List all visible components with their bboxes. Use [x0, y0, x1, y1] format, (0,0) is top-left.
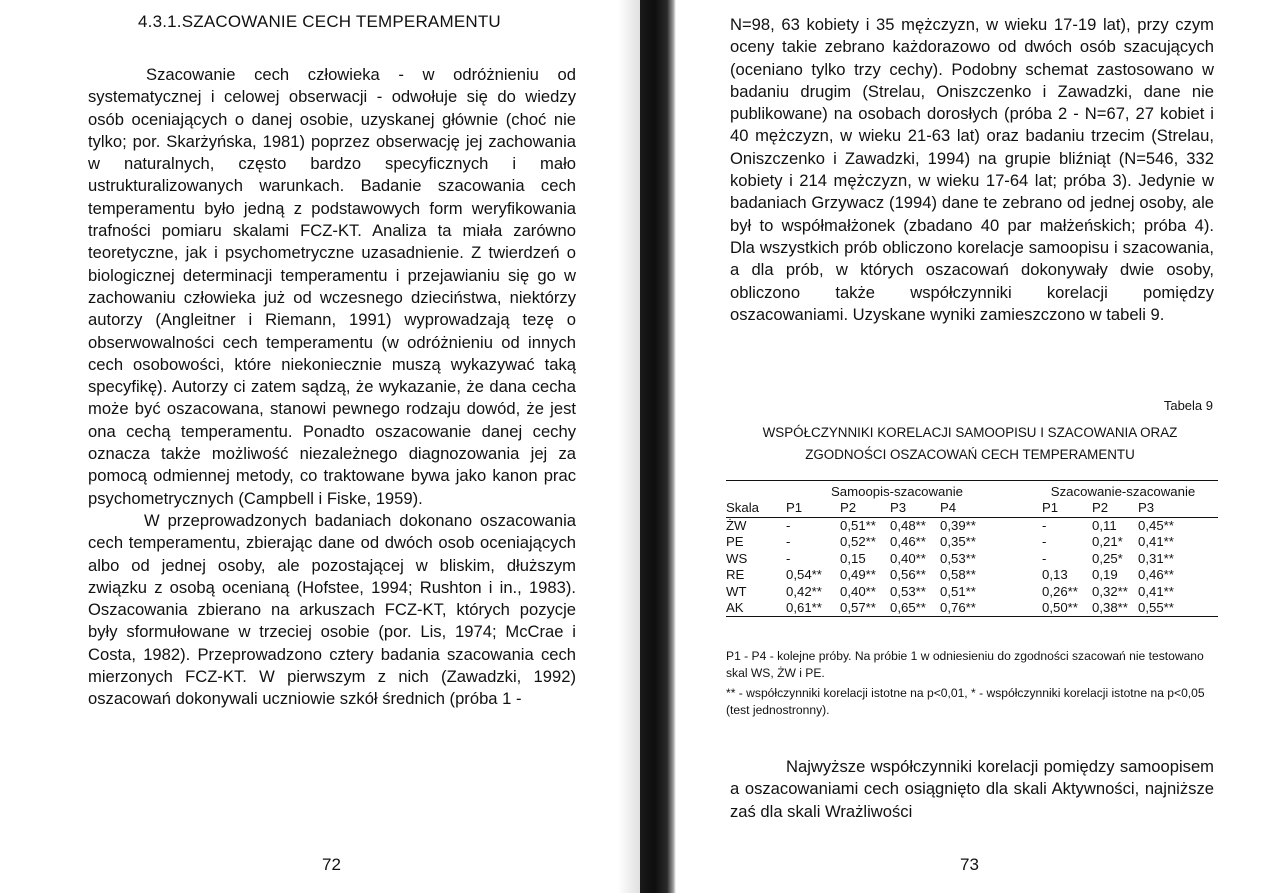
table-cell: 0,25*	[1092, 550, 1123, 566]
table-cell: 0,53**	[940, 550, 976, 566]
column-header: P2	[836, 500, 886, 518]
table-notes	[726, 648, 1216, 722]
table-cell: 0,32**	[1092, 583, 1128, 599]
scale-name: WT	[726, 583, 747, 599]
paragraph: Szacowanie cech człowieka - w odróżnieniu od systematycznej i celowej obserwacji - odwołuje się do wiedzy osób oceniających o danej osobie, uzyskanej głównie (choć nie tylko; por. Skarżyńska, 1981) poprzez obserwację jej zachowania w naturalnych, często bardzo specyficznych i mało ustrukturalizowanych warunkach. Badanie szacowania cech temperamentu było jedną z podstawowych form weryfikowania trafności pomiaru skalami FCZ-KT. Analiza ta miała zarówno teoretyczne, jak i psychometryczne uzasadnienie. Z twierdzeń o biologicznej determinacji temperamentu i przejawianiu się go w zachowaniu człowieka już od wczesnego dzieciństwa, niektórzy autorzy (Angleitner i Riemann, 1991) wyprowadzają tezę o obserwowalności cech temperamentu (w odróżnieniu od innych cech osobowości, które niekoniecznie muszą wykazywać taką specyfikę). Autorzy ci zatem sądzą, że wykazanie, że dana cecha może być oszacowana, stanowi pewnego rodzaju dowód, że jest ona cechą temperamentu. Ponadto oszacowanie danej cechy oznacza także możliwość niezależnego diagnozowania jej za pomocą odmiennej metody, co traktowane bywa jako kanon prac psychometrycznych (Campbell i Fiske, 1959).	[88, 65, 576, 508]
table-gap	[994, 534, 1028, 550]
section-title: 4.3.1.SZACOWANIE CECH TEMPERAMENTU	[138, 12, 501, 31]
table-cell: 0,40**	[890, 550, 926, 566]
scale-name: WS	[726, 550, 748, 566]
table-gap	[994, 551, 1028, 567]
table-gap	[994, 567, 1028, 583]
table-cell: 0,21*	[1092, 534, 1123, 550]
table-cell: 0,26**	[1042, 583, 1078, 599]
column-header: P3	[886, 500, 936, 518]
closing-paragraph: Najwyższe współczynniki korelacji pomiędzy samoopisem a oszacowaniami cech osiągnięto dla skali Aktywności, najniższe zaś dla skali Wrażliwości	[730, 757, 1214, 821]
table-cell: 0,41**	[1138, 583, 1174, 599]
table-cell: 0,11	[1092, 518, 1117, 533]
table-gap	[994, 584, 1028, 600]
group-header-rating-rating: Szacowanie-szacowanie	[1050, 484, 1196, 499]
table-cell: -	[786, 534, 791, 550]
scale-name: AK	[726, 600, 744, 616]
table-cell: 0,48**	[890, 518, 926, 533]
table-cell: 0,41**	[1138, 534, 1174, 550]
table-row	[726, 567, 1218, 583]
table-cell: 0,35**	[940, 534, 976, 550]
table-cell: 0,19	[1092, 567, 1118, 583]
table-row	[726, 534, 1218, 550]
table-cell: 0,46**	[1138, 567, 1174, 583]
table-gap	[994, 600, 1028, 616]
table-cell: 0,53**	[890, 583, 926, 599]
scale-name: PE	[726, 534, 744, 550]
table-cell: 0,45**	[1138, 518, 1174, 533]
table-row	[726, 584, 1218, 600]
table-cell: 0,57**	[840, 600, 876, 616]
table-cell: 0,56**	[890, 567, 926, 583]
table-gap	[994, 518, 1028, 535]
table-group-header	[726, 481, 1218, 500]
table-cell: 0,55**	[1138, 600, 1174, 616]
page-number: 72	[322, 855, 341, 874]
book-gutter	[640, 0, 676, 893]
table-cell: -	[786, 550, 791, 566]
table-row	[726, 600, 1218, 616]
right-intro-text: N=98, 63 kobiety i 35 mężczyzn, w wieku 17-19 lat), przy czym oceny takie zebrano każdorazowo od dwóch osób szacujących (oceniano tylko trzy cechy). Podobny schemat zastosowano w badaniu drugim (Strelau, Oniszczenko i Zawadzki, dane nie publikowane) na osobach dorosłych (próba 2 - N=67, 27 kobiet i 40 mężczyzn, w wieku 21-63 lat) oraz badaniu trzecim (Strelau, Oniszczenko i Zawadzki, 1994) na grupie bliźniąt (N=546, 332 kobiety i 214 mężczyzn, w wieku 17-64 lat; próba 3). Jedynie w badaniach Grzywacz (1994) dane te zebrano od jednej osoby, ale był to współmałżonek (zbadano 40 par małżeńskich; próba 4). Dla wszystkich prób obliczono korelacje samoopisu i szacowania, a dla prób, w których oszacowań dokonywały dwie osoby, obliczono także współczynniki korelacji pomiędzy oszacowaniami. Uzyskane wyniki zamieszczono w tabeli 9.	[730, 15, 1214, 324]
binding-shadow	[618, 0, 642, 893]
table-cell: -	[1042, 534, 1047, 550]
table-cell: 0,31**	[1138, 550, 1174, 566]
table-cell: 0,76**	[940, 600, 976, 616]
table-cell: 0,38**	[1092, 600, 1128, 616]
table-cell: 0,39**	[940, 518, 976, 533]
table-cell: 0,65**	[890, 600, 926, 616]
column-header: P1	[1028, 500, 1086, 518]
table-cell: 0,13	[1042, 567, 1068, 583]
table-body	[726, 518, 1218, 617]
column-header: P2	[1086, 500, 1134, 518]
table-row	[726, 551, 1218, 567]
right-page	[676, 0, 1263, 893]
table-cell: 0,50**	[1042, 600, 1078, 616]
table-cell: 0,52**	[840, 534, 876, 550]
table-cell: 0,51**	[840, 518, 876, 533]
table-cell: -	[1042, 550, 1047, 566]
table-cell: 0,58**	[940, 567, 976, 583]
table-cell: 0,49**	[840, 567, 876, 583]
left-body-text	[88, 64, 576, 711]
group-header-self-rating: Samoopis-szacowanie	[831, 484, 963, 499]
table-cell: -	[786, 518, 791, 533]
page-number: 73	[960, 855, 979, 874]
table-cell: 0,54**	[786, 567, 822, 583]
table-title-line: ZGODNOŚCI OSZACOWAŃ CECH TEMPERAMENTU	[805, 447, 1135, 462]
scale-name: RE	[726, 567, 745, 583]
column-header: P3	[1134, 500, 1218, 518]
table-title-line: WSPÓŁCZYNNIKI KORELACJI SAMOOPISU I SZACOWANIA ORAZ	[762, 425, 1178, 440]
table-note: ** - współczynniki korelacji istotne na p<0,01, * - współczynniki korelacji istotne na p<0,05 (test jednostronny).	[726, 686, 1205, 717]
table-title	[718, 422, 1222, 466]
table-cell: 0,40**	[840, 583, 876, 599]
scale-name: ŻW	[726, 518, 747, 533]
table-bottom-rule	[726, 616, 1218, 617]
table-cell: 0,15	[840, 550, 866, 566]
table-cell: 0,46**	[890, 534, 926, 550]
column-header: P4	[936, 500, 994, 518]
column-header: P1	[786, 500, 836, 518]
table-cell: 0,42**	[786, 583, 822, 599]
column-header: Skala	[726, 500, 786, 518]
correlation-table	[726, 480, 1218, 617]
table-cell: -	[1042, 518, 1047, 533]
paragraph: W przeprowadzonych badaniach dokonano oszacowania cech temperamentu, zbierając dane od dwóch osob oceniających albo od jednej osoby, ale pozostającej w bliskim, dłuższym związku z osobą ocenianą (Hofstee, 1994; Rushton i in., 1983). Oszacowania zbierano na arkuszach FCZ-KT, których pozycje były sformułowane w trzeciej osobie (por. Lis, 1974; McCrae i Costa, 1982). Przeprowadzono cztery badania szacowania cech mierzonych FCZ-KT. W pierwszym z nich (Zawadzki, 1992) oszacowań dokonywali uczniowie szkół średnich (próba 1 -	[88, 510, 576, 709]
table-cell: 0,61**	[786, 600, 822, 616]
table-label: Tabela 9	[1163, 398, 1213, 413]
table-note: P1 - P4 - kolejne próby. Na próbie 1 w odniesieniu do zgodności szacowań nie testowano skal WS, ŻW i PE.	[726, 649, 1204, 680]
table-column-header	[726, 500, 1218, 518]
table-cell: 0,51**	[940, 583, 976, 599]
table-row	[726, 518, 1218, 535]
